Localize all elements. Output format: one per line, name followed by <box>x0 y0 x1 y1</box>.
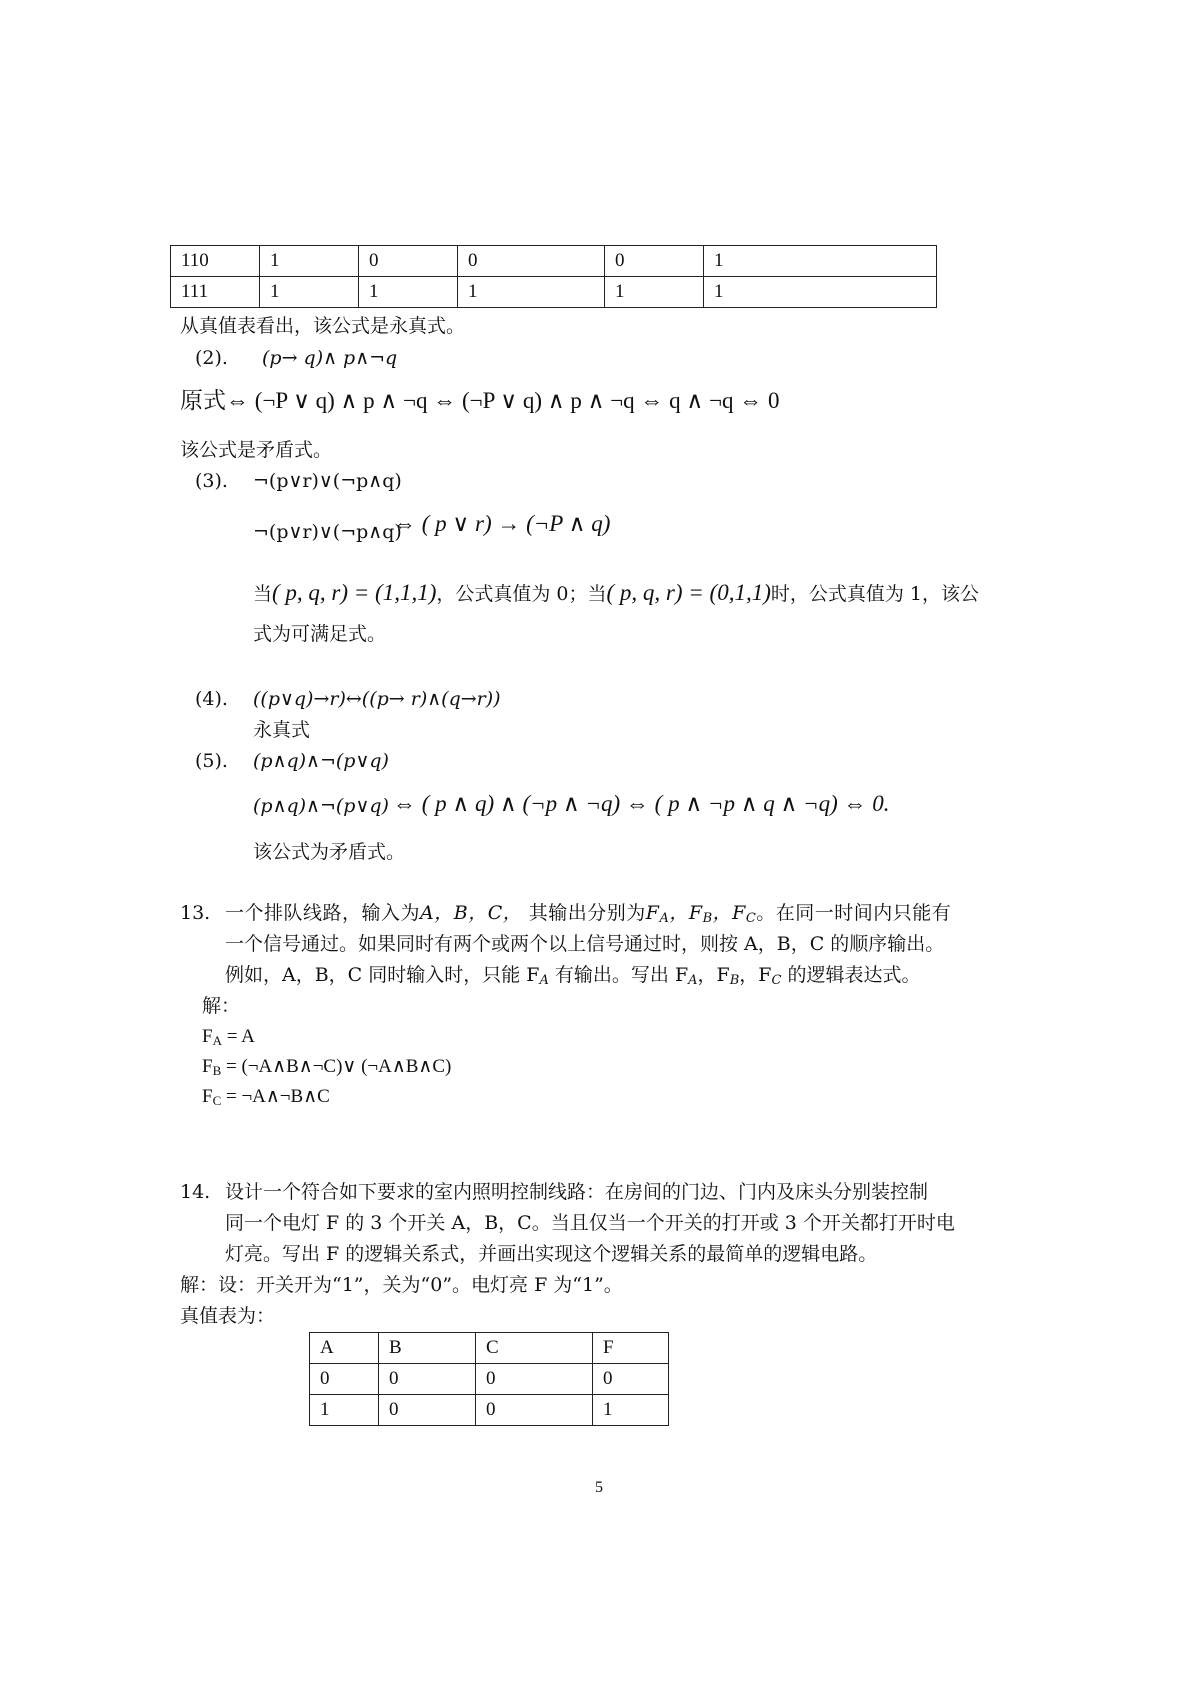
table-cell: 1 <box>310 1395 379 1426</box>
q14-line-1: 设计一个符合如下要求的室内照明控制线路：在房间的门边、门内及床头分别装控制 <box>225 1181 929 1203</box>
q13-solution-label: 解： <box>202 995 241 1017</box>
table-cell: 0 <box>379 1395 476 1426</box>
p3-line-a-text: 当 <box>253 583 273 605</box>
table-cell: 1 <box>260 277 359 308</box>
page-number: 5 <box>595 1479 603 1496</box>
table-row <box>310 1364 669 1395</box>
p4-label: (4). <box>195 688 228 710</box>
table-header-cell: B <box>379 1333 476 1364</box>
q13-text: 例如，A，B，C 同时输入时，只能 F <box>225 964 540 986</box>
p3-label: (3). <box>195 470 228 492</box>
q13-number: 13. <box>180 902 211 924</box>
q13-text: ，F <box>712 902 746 924</box>
p5-formula: (p∧q)∧¬(p∨q) <box>253 750 389 772</box>
q14-line-3: 灯亮。写出 F 的逻辑关系式，并画出实现这个逻辑关系的最简单的逻辑电路。 <box>225 1243 878 1265</box>
q13-text: 其输出分别为 <box>522 902 646 924</box>
table-cell: 0 <box>359 246 458 277</box>
p3-formula: ¬(p∨r)∨(¬p∧q) <box>253 470 402 492</box>
p4-conclusion: 永真式 <box>253 719 311 741</box>
p5-conclusion: 该公式为矛盾式。 <box>253 841 406 863</box>
q13-text: 一个排队线路，输入为 <box>225 902 421 924</box>
q13-sub: B <box>212 1063 222 1078</box>
q13-sub: C <box>212 1093 222 1108</box>
q13-sub: C <box>745 911 757 926</box>
p4-formula: ((p∨q)→r)↔((p→ r)∧(q→r)) <box>253 688 501 710</box>
table-cell: 1 <box>704 277 937 308</box>
table-row <box>310 1395 669 1426</box>
q13-text: ，F <box>739 964 772 986</box>
table-cell: 0 <box>379 1364 476 1395</box>
q13-sub: A <box>212 1033 222 1048</box>
q13-sub: A <box>688 973 698 988</box>
q13-text: ，F <box>697 964 730 986</box>
q14-truth-table <box>309 1332 669 1426</box>
q13-fa <box>202 1023 255 1055</box>
table-cell: 111 <box>171 277 260 308</box>
table-cell: 1 <box>605 277 704 308</box>
q13-text: = A <box>221 1026 255 1047</box>
table-cell: 1 <box>704 246 937 277</box>
q13-text: F <box>202 1086 213 1107</box>
q13-text: = ¬A∧¬B∧C <box>221 1086 330 1107</box>
table-cell: 0 <box>310 1364 379 1395</box>
q13-fc <box>202 1083 330 1115</box>
table-header-cell: F <box>593 1333 669 1364</box>
table-cell: 1 <box>593 1395 669 1426</box>
q13-text: F <box>202 1026 213 1047</box>
p5-derivation-left: (p∧q)∧¬(p∨q) <box>253 795 389 817</box>
q14-number: 14. <box>180 1181 211 1203</box>
table-cell: 1 <box>359 277 458 308</box>
p2-label: (2). <box>195 347 228 369</box>
p2-conclusion: 该公式是矛盾式。 <box>180 439 333 461</box>
p3-derivation-right: ⇔ ( p ∨ r) → (¬P ∧ q) <box>393 511 611 536</box>
q13-text: = (¬A∧B∧¬C)∨ (¬A∧B∧C) <box>221 1056 452 1077</box>
p3-line-a <box>253 578 979 608</box>
q14-line-2: 同一个电灯 F 的 3 个开关 A，B，C。当且仅当一个开关的打开或 3 个开关都打开时电 <box>225 1212 955 1234</box>
table-cell: 0 <box>458 246 605 277</box>
table-cell: 0 <box>593 1364 669 1395</box>
p3-derivation-left: ¬(p∨r)∨(¬p∧q) <box>253 521 402 543</box>
table-cell: 110 <box>171 246 260 277</box>
table-cell: 0 <box>605 246 704 277</box>
q13-sub: C <box>771 973 782 988</box>
q13-text: A，B，C， <box>420 902 523 924</box>
q13-sub: A <box>659 911 670 926</box>
p5-label: (5). <box>195 750 228 772</box>
table-header-cell: C <box>476 1333 593 1364</box>
p3-line-a-text: 时，公式真值为 1，该公 <box>770 583 980 605</box>
p3-math-1: ( p, q, r) = (1,1,1) <box>272 580 437 605</box>
table-row <box>171 246 937 277</box>
table-cell: 0 <box>476 1395 593 1426</box>
p3-line-b: 式为可满足式。 <box>253 623 387 645</box>
table-cell: 0 <box>476 1364 593 1395</box>
q13-fb <box>202 1053 451 1085</box>
p2-formula: (p→ q)∧ p∧¬q <box>262 347 398 369</box>
q13-sub: B <box>702 911 713 926</box>
p2-derivation: 原式⇔ (¬P ∨ q) ∧ p ∧ ¬q ⇔ (¬P ∨ q) ∧ p ∧ ¬q ⇔ q ∧ ¬q ⇔ 0 <box>180 388 780 413</box>
q13-text: ，F <box>669 902 703 924</box>
q13-sub: A <box>539 973 549 988</box>
q13-text: 有输出。写出 F <box>548 964 689 986</box>
q13-sub: B <box>729 973 740 988</box>
table-header-row <box>310 1333 669 1364</box>
q13-text: 的逻辑表达式。 <box>781 964 921 986</box>
p1-conclusion: 从真值表看出，该公式是永真式。 <box>180 315 466 337</box>
top-truth-table <box>170 245 937 308</box>
q14-table-intro: 真值表为： <box>180 1305 276 1327</box>
table-cell: 1 <box>458 277 605 308</box>
q13-line-2: 一个信号通过。如果同时有两个或两个以上信号通过时，则按 A，B，C 的顺序输出。 <box>225 933 945 955</box>
table-row <box>171 277 937 308</box>
q13-text: F <box>202 1056 213 1077</box>
p3-math-2: ( p, q, r) = (0,1,1) <box>606 580 771 605</box>
p5-derivation-right: ⇔ ( p ∧ q) ∧ (¬p ∧ ¬q) ⇔ ( p ∧ ¬p ∧ q ∧ ¬q) ⇔ 0. <box>393 791 890 816</box>
q13-text: F <box>645 902 660 924</box>
p3-line-a-text: ，公式真值为 0；当 <box>436 583 607 605</box>
q14-solution: 解：设：开关开为“1”，关为“0”。电灯亮 F 为“1”。 <box>180 1274 623 1296</box>
q13-line-3 <box>225 961 920 995</box>
table-header-cell: A <box>310 1333 379 1364</box>
table-cell: 1 <box>260 246 359 277</box>
q13-text: 。在同一时间内只能有 <box>756 902 952 924</box>
q13-line-1 <box>225 899 951 933</box>
